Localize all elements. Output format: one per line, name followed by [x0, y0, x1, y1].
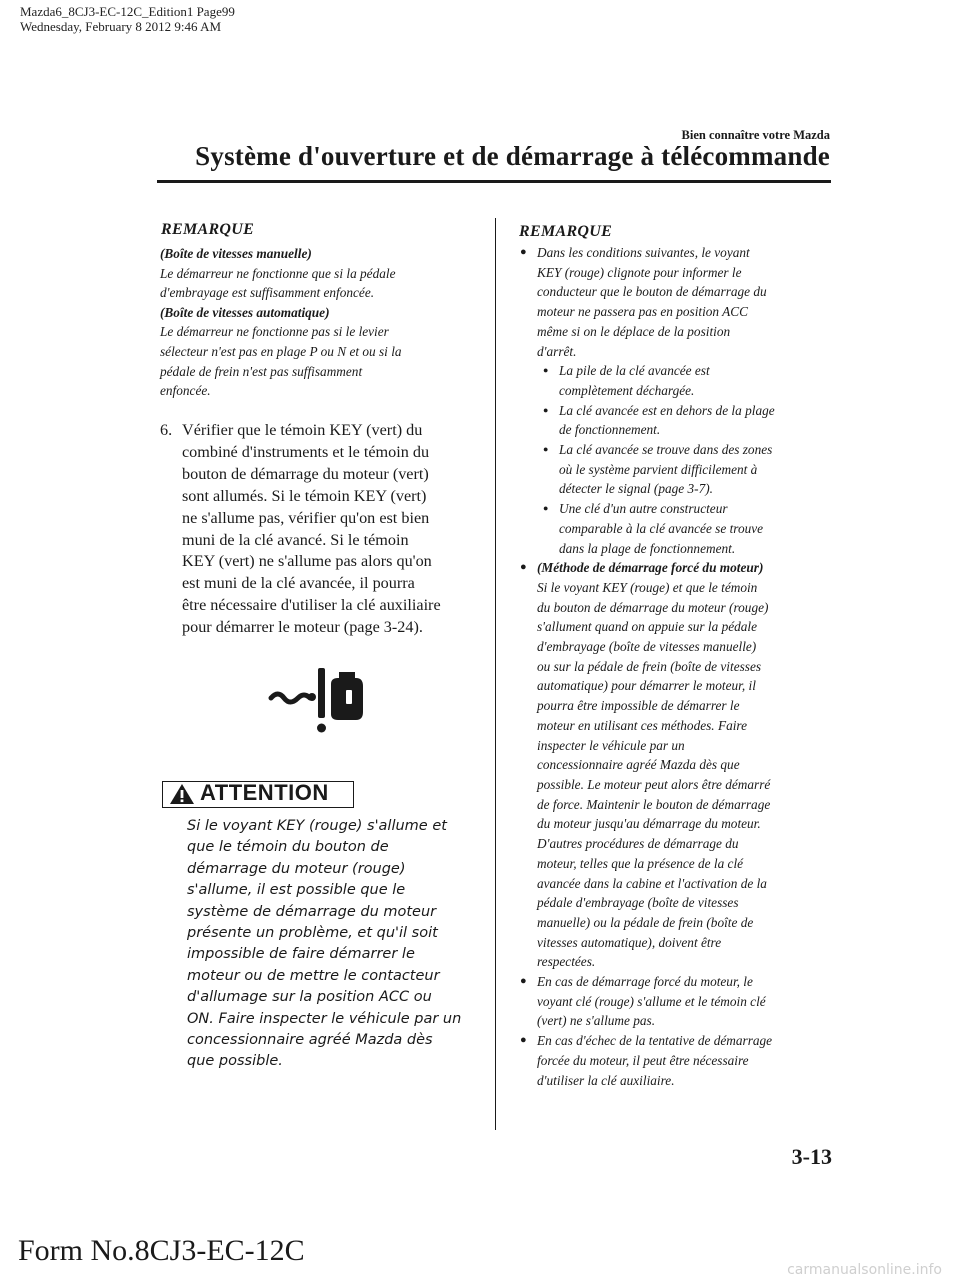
bullet-item: [519, 243, 839, 263]
bullet-continuation: [519, 696, 839, 716]
step-text: [160, 420, 480, 639]
right-remark: [519, 223, 839, 1090]
bullet-text: inspecter le véhicule par un: [537, 737, 685, 753]
bullet-text: Dans les conditions suivantes, le voyant: [537, 245, 750, 260]
print-info-date: Wednesday, February 8 2012 9:46 AM: [20, 19, 222, 34]
bullet-text: conducteur que le bouton de démarrage du: [537, 284, 767, 300]
bullet-text: KEY (rouge) clignote pour informer le: [537, 264, 742, 280]
bullet-text: du moteur jusqu'au démarrage du moteur.: [537, 816, 761, 832]
step-line: sont allumés. Si le témoin KEY (vert): [182, 486, 427, 505]
bullet-text: d'embrayage (boîte de vitesses manuelle): [537, 639, 757, 655]
bullet-item: [519, 499, 839, 519]
bullet-text: détecter le signal (page 3-7).: [559, 481, 713, 497]
bullet-continuation: [519, 854, 839, 874]
bullet-text: pédale d'embrayage (boîte de vitesses: [537, 895, 739, 911]
note-line: Le démarreur ne fonctionne pas si le levier: [160, 324, 389, 340]
bullet-text: avancée dans la cabine et l'activation de la: [537, 875, 767, 891]
bullet-continuation: [519, 814, 839, 834]
bullet-continuation: [519, 736, 839, 756]
print-info: [20, 4, 235, 34]
bullet-continuation: [519, 539, 839, 559]
bullet-text: La pile de la clé avancée est: [559, 363, 710, 379]
bullet-continuation: [519, 519, 839, 539]
bullet-text: ou sur la pédale de frein (boîte de vitesses: [537, 658, 762, 674]
bullet-text: comparable à la clé avancée se trouve: [559, 520, 764, 536]
bullet-continuation: [519, 893, 839, 913]
bullet-text: s'allument quand on appuie sur la pédale: [537, 619, 758, 635]
bullet-continuation: [519, 952, 839, 972]
attention-line: impossible de faire démarrer le: [187, 946, 415, 963]
attention-line: système de démarrage du moteur: [187, 903, 437, 920]
bullet-text: complètement déchargée.: [559, 382, 695, 398]
bullet-text: moteur ne passera pas en position ACC: [537, 304, 749, 320]
bullet-text: où le système parvient difficilement à: [559, 461, 758, 477]
step-line: bouton de démarrage du moteur (vert): [182, 464, 429, 483]
step-line: muni de la clé avancé. Si le témoin: [182, 530, 409, 549]
bullet-text: dans la plage de fonctionnement.: [559, 540, 736, 556]
watermark: carmanualsonline.info: [787, 1262, 942, 1278]
bullet-text: forcée du moteur, il peut être nécessaire: [537, 1052, 749, 1068]
bullet-item: [519, 361, 839, 381]
right-remark-title: REMARQUE: [519, 223, 613, 240]
bullet-text: possible. Le moteur peut alors être démarré: [537, 776, 771, 792]
bullet-text: D'autres procédures de démarrage du: [537, 836, 739, 852]
note-subheading: (Boîte de vitesses automatique): [160, 304, 330, 320]
attention-line: démarrage du moteur (rouge): [187, 860, 406, 877]
bullet-text: Une clé d'un autre constructeur: [559, 501, 728, 517]
left-remark-body: [160, 244, 480, 401]
bullet-icon: ●: [520, 975, 527, 988]
bullet-text: de force. Maintenir le bouton de démarrage: [537, 796, 771, 812]
bullet-continuation: [519, 834, 839, 854]
section-title: Système d'ouverture et de démarrage à télécommande: [195, 141, 830, 171]
bullet-text: voyant clé (rouge) s'allume et le témoin clé: [537, 993, 766, 1009]
form-number: Form No.8CJ3-EC-12C: [18, 1234, 305, 1267]
bullet-continuation: [519, 1051, 839, 1071]
print-info-file: Mazda6_8CJ3-EC-12C_Edition1 Page99: [20, 4, 235, 19]
bullet-text: du bouton de démarrage du moteur (rouge): [537, 599, 769, 615]
attention-line: s'allume, il est possible que le: [187, 882, 406, 899]
note-line: sélecteur n'est pas en plage P ou N et ou si la: [160, 343, 402, 359]
attention-text: [187, 816, 487, 1073]
bullet-text: moteur, telles que la présence de la clé: [537, 855, 744, 871]
bullet-text: automatique) pour démarrer le moteur, il: [537, 678, 756, 694]
note-subheading: (Boîte de vitesses manuelle): [160, 246, 312, 261]
step-line: pour démarrer le moteur (page 3-24).: [182, 618, 423, 637]
step-line: combiné d'instruments et le témoin du: [182, 442, 430, 461]
bullet-text: (vert) ne s'allume pas.: [537, 1013, 656, 1029]
bullet-text: concessionnaire agréé Mazda dès que: [537, 757, 740, 773]
attention-label: ATTENTION: [200, 780, 329, 805]
bullet-text: d'arrêt.: [537, 343, 577, 359]
step-line: être nécessaire d'utiliser la clé auxiliaire: [182, 596, 441, 615]
attention-line: moteur ou de mettre le contacteur: [187, 967, 440, 984]
bullet-text: En cas de démarrage forcé du moteur, le: [537, 974, 753, 990]
section-subtitle: Bien connaître votre Mazda: [681, 128, 830, 142]
bullet-continuation: [519, 460, 839, 480]
step-number: 6.: [160, 421, 173, 439]
bullet-continuation: [519, 874, 839, 894]
attention-line: présente un problème, et qu'il soit: [187, 925, 438, 942]
bullet-item: [519, 440, 839, 460]
bullet-item: [519, 1031, 839, 1051]
bullet-continuation: [519, 775, 839, 795]
bullet-continuation: [519, 282, 839, 302]
bullet-continuation: [519, 598, 839, 618]
left-remark-title: REMARQUE: [161, 221, 255, 238]
bullet-continuation: [519, 933, 839, 953]
bullet-continuation: [519, 716, 839, 736]
attention-line: que possible.: [187, 1053, 283, 1070]
bullet-continuation: [519, 381, 839, 401]
step-line: KEY (vert) ne s'allume pas alors qu'on: [182, 552, 432, 571]
bullet-icon: ●: [543, 503, 549, 514]
note-line: Le démarreur ne fonctionne que si la pédale: [160, 265, 396, 281]
bullet-icon: ●: [520, 561, 527, 574]
bullet-text: respectées.: [537, 954, 596, 970]
bullet-text: La clé avancée est en dehors de la plage: [559, 402, 775, 418]
bullet-continuation: [519, 637, 839, 657]
note-line: d'embrayage est suffisamment enfoncée.: [160, 285, 375, 301]
bullet-text: vitesses automatique), doivent être: [537, 934, 722, 950]
bullet-continuation: [519, 342, 839, 362]
bullet-continuation: [519, 992, 839, 1012]
warning-triangle-icon: [169, 783, 195, 805]
attention-line: concessionnaire agréé Mazda dès: [187, 1032, 433, 1049]
bullet-continuation: [519, 657, 839, 677]
note-line: enfoncée.: [160, 383, 211, 399]
bullet-item: [519, 558, 839, 578]
bullet-text: (Méthode de démarrage forcé du moteur): [537, 560, 764, 576]
bullet-text: En cas d'échec de la tentative de démarrage: [537, 1033, 773, 1049]
bullet-item: [519, 972, 839, 992]
bullet-text: La clé avancée se trouve dans des zones: [559, 442, 773, 458]
bullet-continuation: [519, 263, 839, 283]
attention-line: d'allumage sur la position ACC ou: [187, 989, 432, 1006]
step-line: Vérifier que le témoin KEY (vert) du: [182, 421, 423, 439]
step-line: ne s'allume pas, vérifier qu'on est bien: [182, 508, 430, 527]
page-number: 3-13: [791, 1144, 832, 1169]
bullet-continuation: [519, 1071, 839, 1091]
bullet-text: manuelle) ou la pédale de frein (boîte de: [537, 914, 754, 930]
bullet-text: même si on le déplace de la position: [537, 323, 731, 339]
bullet-text: de fonctionnement.: [559, 422, 661, 438]
bullet-continuation: [519, 322, 839, 342]
attention-line: que le témoin du bouton de: [187, 839, 389, 856]
bullet-continuation: [519, 420, 839, 440]
bullet-continuation: [519, 617, 839, 637]
bullet-icon: ●: [543, 404, 549, 415]
step-line: est muni de la clé avancée, il pourra: [182, 574, 415, 593]
attention-line: ON. Faire inspecter le véhicule par un: [187, 1010, 462, 1027]
bullet-icon: ●: [543, 365, 549, 376]
bullet-text: d'utiliser la clé auxiliaire.: [537, 1072, 675, 1088]
note-line: pédale de frein n'est pas suffisamment: [160, 363, 363, 379]
bullet-icon: ●: [520, 246, 527, 258]
bullet-continuation: [519, 1011, 839, 1031]
bullet-text: pourra être impossible de démarrer le: [537, 698, 740, 714]
bullet-continuation: [519, 913, 839, 933]
bullet-continuation: [519, 578, 839, 598]
step-6: [160, 420, 480, 639]
attention-line: Si le voyant KEY (rouge) s'allume et: [187, 818, 447, 834]
bullet-continuation: [519, 479, 839, 499]
bullet-item: [519, 401, 839, 421]
right-remark-list: [519, 243, 839, 1090]
bullet-text: moteur en utilisant ces méthodes. Faire: [537, 717, 748, 733]
key-warning-icon: [268, 662, 368, 737]
bullet-text: Si le voyant KEY (rouge) et que le témoin: [537, 579, 758, 595]
bullet-continuation: [519, 676, 839, 696]
column-divider: [495, 218, 496, 1130]
bullet-continuation: [519, 755, 839, 775]
bullet-icon: ●: [543, 444, 549, 455]
bullet-icon: ●: [520, 1034, 527, 1047]
header-rule: [157, 180, 831, 183]
bullet-continuation: [519, 795, 839, 815]
bullet-continuation: [519, 302, 839, 322]
